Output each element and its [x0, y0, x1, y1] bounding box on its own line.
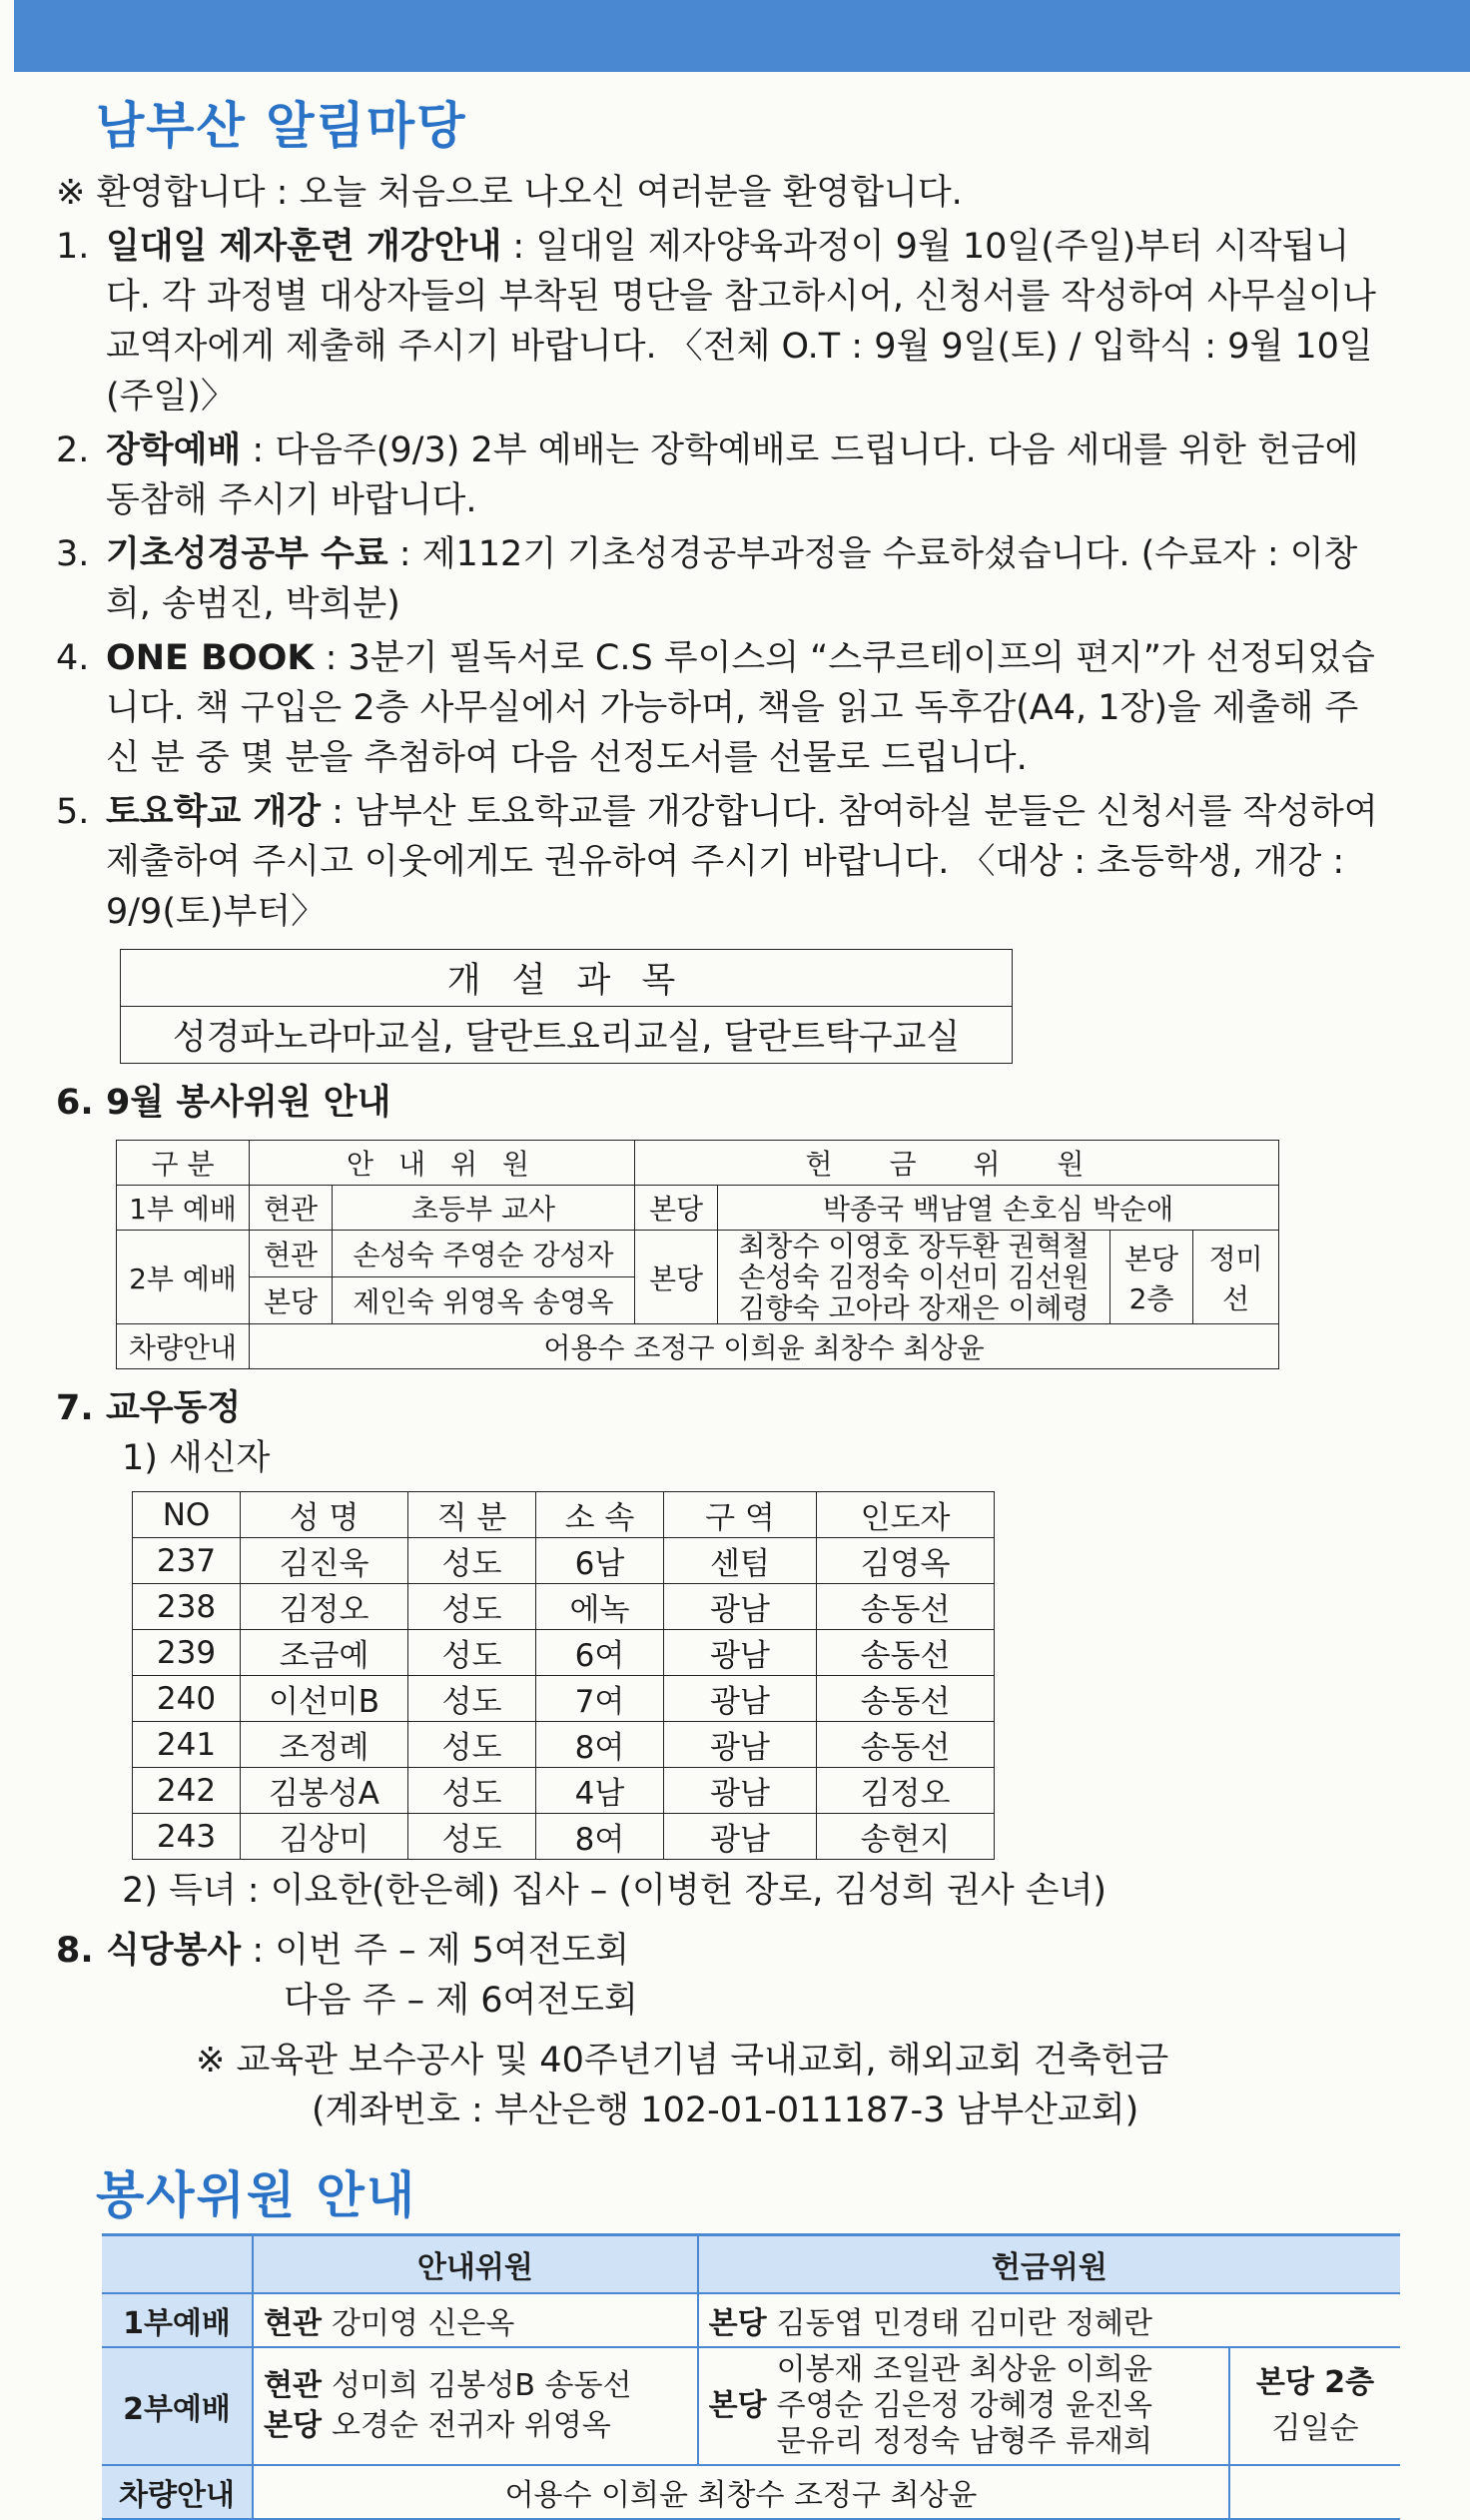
- offering-line: 주영순 김은정 강혜경 윤진옥: [776, 2388, 1153, 2423]
- row-label: 1부 예배: [117, 1186, 250, 1231]
- column-header: 인도자: [817, 1492, 995, 1538]
- table-cell: 성도: [408, 1814, 536, 1860]
- section-title: 남부산 알림마당: [96, 97, 467, 155]
- offering-names: 박종국 백남열 손호심 박순애: [718, 1186, 1279, 1231]
- place: 본당: [635, 1186, 718, 1231]
- place: 본당 2층: [1110, 1231, 1193, 1324]
- table-cell: 성도: [408, 1676, 536, 1722]
- kitchen-line1: : 이번 주 – 제 5여전도회: [241, 1931, 630, 1971]
- item-body: [106, 529, 1384, 629]
- extra-cell: [1229, 2347, 1400, 2465]
- place: 현관: [264, 2306, 322, 2341]
- table-cell: 광남: [664, 1676, 817, 1722]
- kitchen-line2: 다음 주 – 제 6여전도회: [284, 1981, 638, 2021]
- table-cell: 243: [133, 1814, 241, 1860]
- table-cell: 조정례: [241, 1722, 408, 1768]
- welcome-text: ※ 환영합니다 : 오늘 처음으로 나오신 여러분을 환영합니다.: [56, 173, 963, 213]
- table-cell: 에녹: [536, 1584, 664, 1630]
- birth-news: 2) 득녀 : 이요한(한은혜) 집사 – (이병헌 장로, 김성희 권사 손녀): [122, 1871, 1107, 1911]
- place: 현관: [250, 1186, 333, 1231]
- guide-names: 강미영 신은옥: [331, 2306, 515, 2341]
- bulletin-page: [56, 86, 1384, 2520]
- table-cell: 이선미B: [241, 1676, 408, 1722]
- table-cell: 239: [133, 1630, 241, 1676]
- place: 현관: [250, 1231, 333, 1277]
- courses-list: 성경파노라마교실, 달란트요리교실, 달란트탁구교실: [121, 1007, 1013, 1064]
- newcomer-table: [132, 1491, 995, 1860]
- header-guide: 안내위원: [253, 2235, 698, 2294]
- building-notice: ※ 교육관 보수공사 및 40주년기념 국내교회, 해외교회 건축헌금: [196, 2041, 1169, 2081]
- table-cell: 김봉성A: [241, 1768, 408, 1814]
- item-heading: ONE BOOK: [106, 638, 315, 678]
- item-heading: 9월 봉사위원 안내: [106, 1083, 391, 1123]
- guide-names: 손성숙 주영순 강성자: [333, 1231, 635, 1277]
- table-cell: 성도: [408, 1768, 536, 1814]
- item-heading: 식당봉사: [106, 1931, 242, 1971]
- item-text: : 3분기 필독서로 C.S 루이스의 “스쿠르테이프의 편지”가 선정되었습니다. 책 구입은 2층 사무실에서 가능하며, 책을 읽고 독후감(A4, 1장)을 제출해 주신 분 중 몇 분을 추첨하여 다음 선정도서를 선물로 드립니다.: [106, 638, 1375, 778]
- row-label: 2부예배: [102, 2347, 253, 2465]
- table-cell: 성도: [408, 1722, 536, 1768]
- table-cell: 240: [133, 1676, 241, 1722]
- table-cell: 성도: [408, 1630, 536, 1676]
- item-number: 5.: [56, 792, 90, 832]
- table-cell: 송동선: [817, 1584, 995, 1630]
- table-cell: 광남: [664, 1630, 817, 1676]
- offering-line: 최창수 이영호 장두환 권혁철: [738, 1230, 1090, 1262]
- newcomer-subheading: 1) 새신자: [122, 1438, 271, 1478]
- item-number: 4.: [56, 638, 90, 678]
- corner-cell: [102, 2235, 253, 2294]
- place: 현관: [264, 2368, 322, 2403]
- volunteer-table: [116, 1140, 1279, 1369]
- place: 본당: [264, 2408, 322, 2443]
- table-cell: 7여: [536, 1676, 664, 1722]
- guide-names: 성미희 김봉성B 송동선: [331, 2368, 632, 2403]
- notice-item: [56, 633, 1384, 783]
- item-number: 3.: [56, 534, 90, 574]
- newcomer-header-row: [133, 1492, 995, 1538]
- table-row: [133, 1630, 995, 1676]
- notice-items: [56, 222, 1384, 937]
- table-cell: 광남: [664, 1814, 817, 1860]
- item-number: 2.: [56, 430, 90, 470]
- place: 본당: [708, 2388, 767, 2423]
- table-row: [133, 1676, 995, 1722]
- offering-names: 김일순: [1271, 2411, 1359, 2446]
- table-cell: 6남: [536, 1538, 664, 1584]
- table-cell: 조금예: [241, 1630, 408, 1676]
- column-header: 성 명: [241, 1492, 408, 1538]
- item-text: : 남부산 토요학교를 개강합니다. 참여하실 분들은 신청서를 작성하여 제출하여 주시고 이웃에게도 권유하여 주시기 바랍니다. 〈대상 : 초등학생, 개강 : 9/9(토)부터〉: [106, 792, 1378, 932]
- table-cell: 성도: [408, 1584, 536, 1630]
- row-label: 1부예배: [102, 2293, 253, 2347]
- item-text: : 다음주(9/3) 2부 예배는 장학예배로 드립니다. 다음 세대를 위한 헌금에 동참해 주시기 바랍니다.: [106, 430, 1359, 520]
- table-row: [133, 1538, 995, 1584]
- courses-header: 개 설 과 목: [121, 950, 1013, 1007]
- table-cell: 광남: [664, 1768, 817, 1814]
- table-cell: 238: [133, 1584, 241, 1630]
- place: 본당: [708, 2306, 767, 2341]
- column-header: NO: [133, 1492, 241, 1538]
- guide-cell: [253, 2293, 698, 2347]
- item-body: [106, 222, 1384, 421]
- table-cell: 송현지: [817, 1814, 995, 1860]
- table-cell: 성도: [408, 1538, 536, 1584]
- volunteer-section-title: 봉사위원 안내: [96, 2166, 417, 2224]
- table-cell: 광남: [664, 1722, 817, 1768]
- column-header: 구 역: [664, 1492, 817, 1538]
- table-row: [133, 1722, 995, 1768]
- item-number: 8.: [56, 1931, 94, 1971]
- offering-cell: [698, 2293, 1400, 2347]
- row-label: 차량안내: [117, 1324, 250, 1369]
- car-names: 어용수 이희윤 최창수 조정구 최상윤: [253, 2465, 1229, 2519]
- guide-names: 오경순 전귀자 위영옥: [331, 2408, 611, 2443]
- header-gubun: 구 분: [117, 1141, 250, 1186]
- table-cell: 김진욱: [241, 1538, 408, 1584]
- account-info: (계좌번호 : 부산은행 102-01-011187-3 남부산교회): [312, 2091, 1139, 2130]
- offering-line: 손성숙 김정숙 이선미 김선원: [738, 1260, 1090, 1293]
- table-cell: 송동선: [817, 1722, 995, 1768]
- item-heading: 기초성경공부 수료: [106, 534, 388, 574]
- table-cell: 242: [133, 1768, 241, 1814]
- offering-line: 문유리 정정숙 남형주 류재희: [776, 2424, 1153, 2459]
- column-header: 직 분: [408, 1492, 536, 1538]
- notice-item: [56, 425, 1384, 525]
- item-body: [106, 787, 1384, 937]
- item-number: 6.: [56, 1083, 94, 1123]
- table-cell: 김정오: [241, 1584, 408, 1630]
- table-cell: 김상미: [241, 1814, 408, 1860]
- guide-names: 초등부 교사: [333, 1186, 635, 1231]
- notice-item: [56, 222, 1384, 421]
- table-row: [133, 1584, 995, 1630]
- table-cell: 센텀: [664, 1538, 817, 1584]
- item-number: 7.: [56, 1388, 94, 1428]
- guide-names: 제인숙 위영옥 송영옥: [333, 1277, 635, 1324]
- offering-cell: [698, 2347, 1229, 2465]
- notice-item: [56, 787, 1384, 937]
- table-cell: 237: [133, 1538, 241, 1584]
- header-offering: 헌금위원: [698, 2235, 1400, 2294]
- offering-names: 정미선: [1193, 1231, 1279, 1324]
- table-cell: 송동선: [817, 1676, 995, 1722]
- offering-names: 김동엽 민경태 김미란 정혜란: [776, 2306, 1153, 2341]
- item-number: 1.: [56, 227, 90, 267]
- courses-table: [120, 949, 1013, 1064]
- notice-item-news: [56, 1383, 1384, 1433]
- place: 본당: [250, 1277, 333, 1324]
- volunteer-summary-table: [102, 2233, 1400, 2520]
- table-cell: 8여: [536, 1814, 664, 1860]
- place: 본당 2층: [1255, 2365, 1375, 2400]
- table-cell: 4남: [536, 1768, 664, 1814]
- item-heading: 교우동정: [106, 1388, 242, 1428]
- table-row: [133, 1768, 995, 1814]
- table-row: [133, 1814, 995, 1860]
- table-cell: 김정오: [817, 1768, 995, 1814]
- table-cell: 241: [133, 1722, 241, 1768]
- header-guide: 안 내 위 원: [250, 1141, 635, 1186]
- offering-names: [718, 1231, 1110, 1324]
- notice-item-kitchen: [56, 1926, 1384, 2026]
- item-body: [106, 425, 1384, 525]
- header-offering: 헌 금 위 원: [635, 1141, 1279, 1186]
- item-heading: 토요학교 개강: [106, 792, 322, 832]
- notice-item: [56, 529, 1384, 629]
- guide-cell: [253, 2347, 698, 2465]
- offering-line: 김향숙 고아라 장재은 이혜령: [738, 1291, 1090, 1324]
- item-heading: 장학예배: [106, 430, 242, 470]
- item-text: : 일대일 제자양육과정이 9월 10일(주일)부터 시작됩니다. 각 과정별 대상자들의 부착된 명단을 참고하시어, 신청서를 작성하여 사무실이나 교역자에게 제출해 주시기 바랍니다. 〈전체 O.T : 9월 9일(토) / 입학식 : 9월 10일(주일)〉: [106, 227, 1376, 417]
- table-cell: 8여: [536, 1722, 664, 1768]
- table-cell: 6여: [536, 1630, 664, 1676]
- place: 본당: [635, 1231, 718, 1324]
- table-cell: 김영옥: [817, 1538, 995, 1584]
- column-header: 소 속: [536, 1492, 664, 1538]
- item-heading: 일대일 제자훈련 개강안내: [106, 227, 502, 267]
- car-names: 어용수 조정구 이희윤 최창수 최상윤: [250, 1324, 1279, 1369]
- kitchen-body: [106, 1926, 1384, 2026]
- item-body: [106, 633, 1384, 783]
- top-banner: [14, 0, 1470, 72]
- item-text: : 제112기 기초성경공부과정을 수료하셨습니다. (수료자 : 이창희, 송범진, 박희분): [106, 534, 1358, 624]
- row-label: 차량안내: [102, 2465, 253, 2519]
- table-cell: 광남: [664, 1584, 817, 1630]
- table-cell: 송동선: [817, 1630, 995, 1676]
- offering-line: 이봉재 조일관 최상윤 이희윤: [776, 2352, 1153, 2387]
- empty-cell: [1229, 2465, 1400, 2519]
- notice-item-volunteer: [56, 1078, 1384, 1128]
- row-label: 2부 예배: [117, 1231, 250, 1324]
